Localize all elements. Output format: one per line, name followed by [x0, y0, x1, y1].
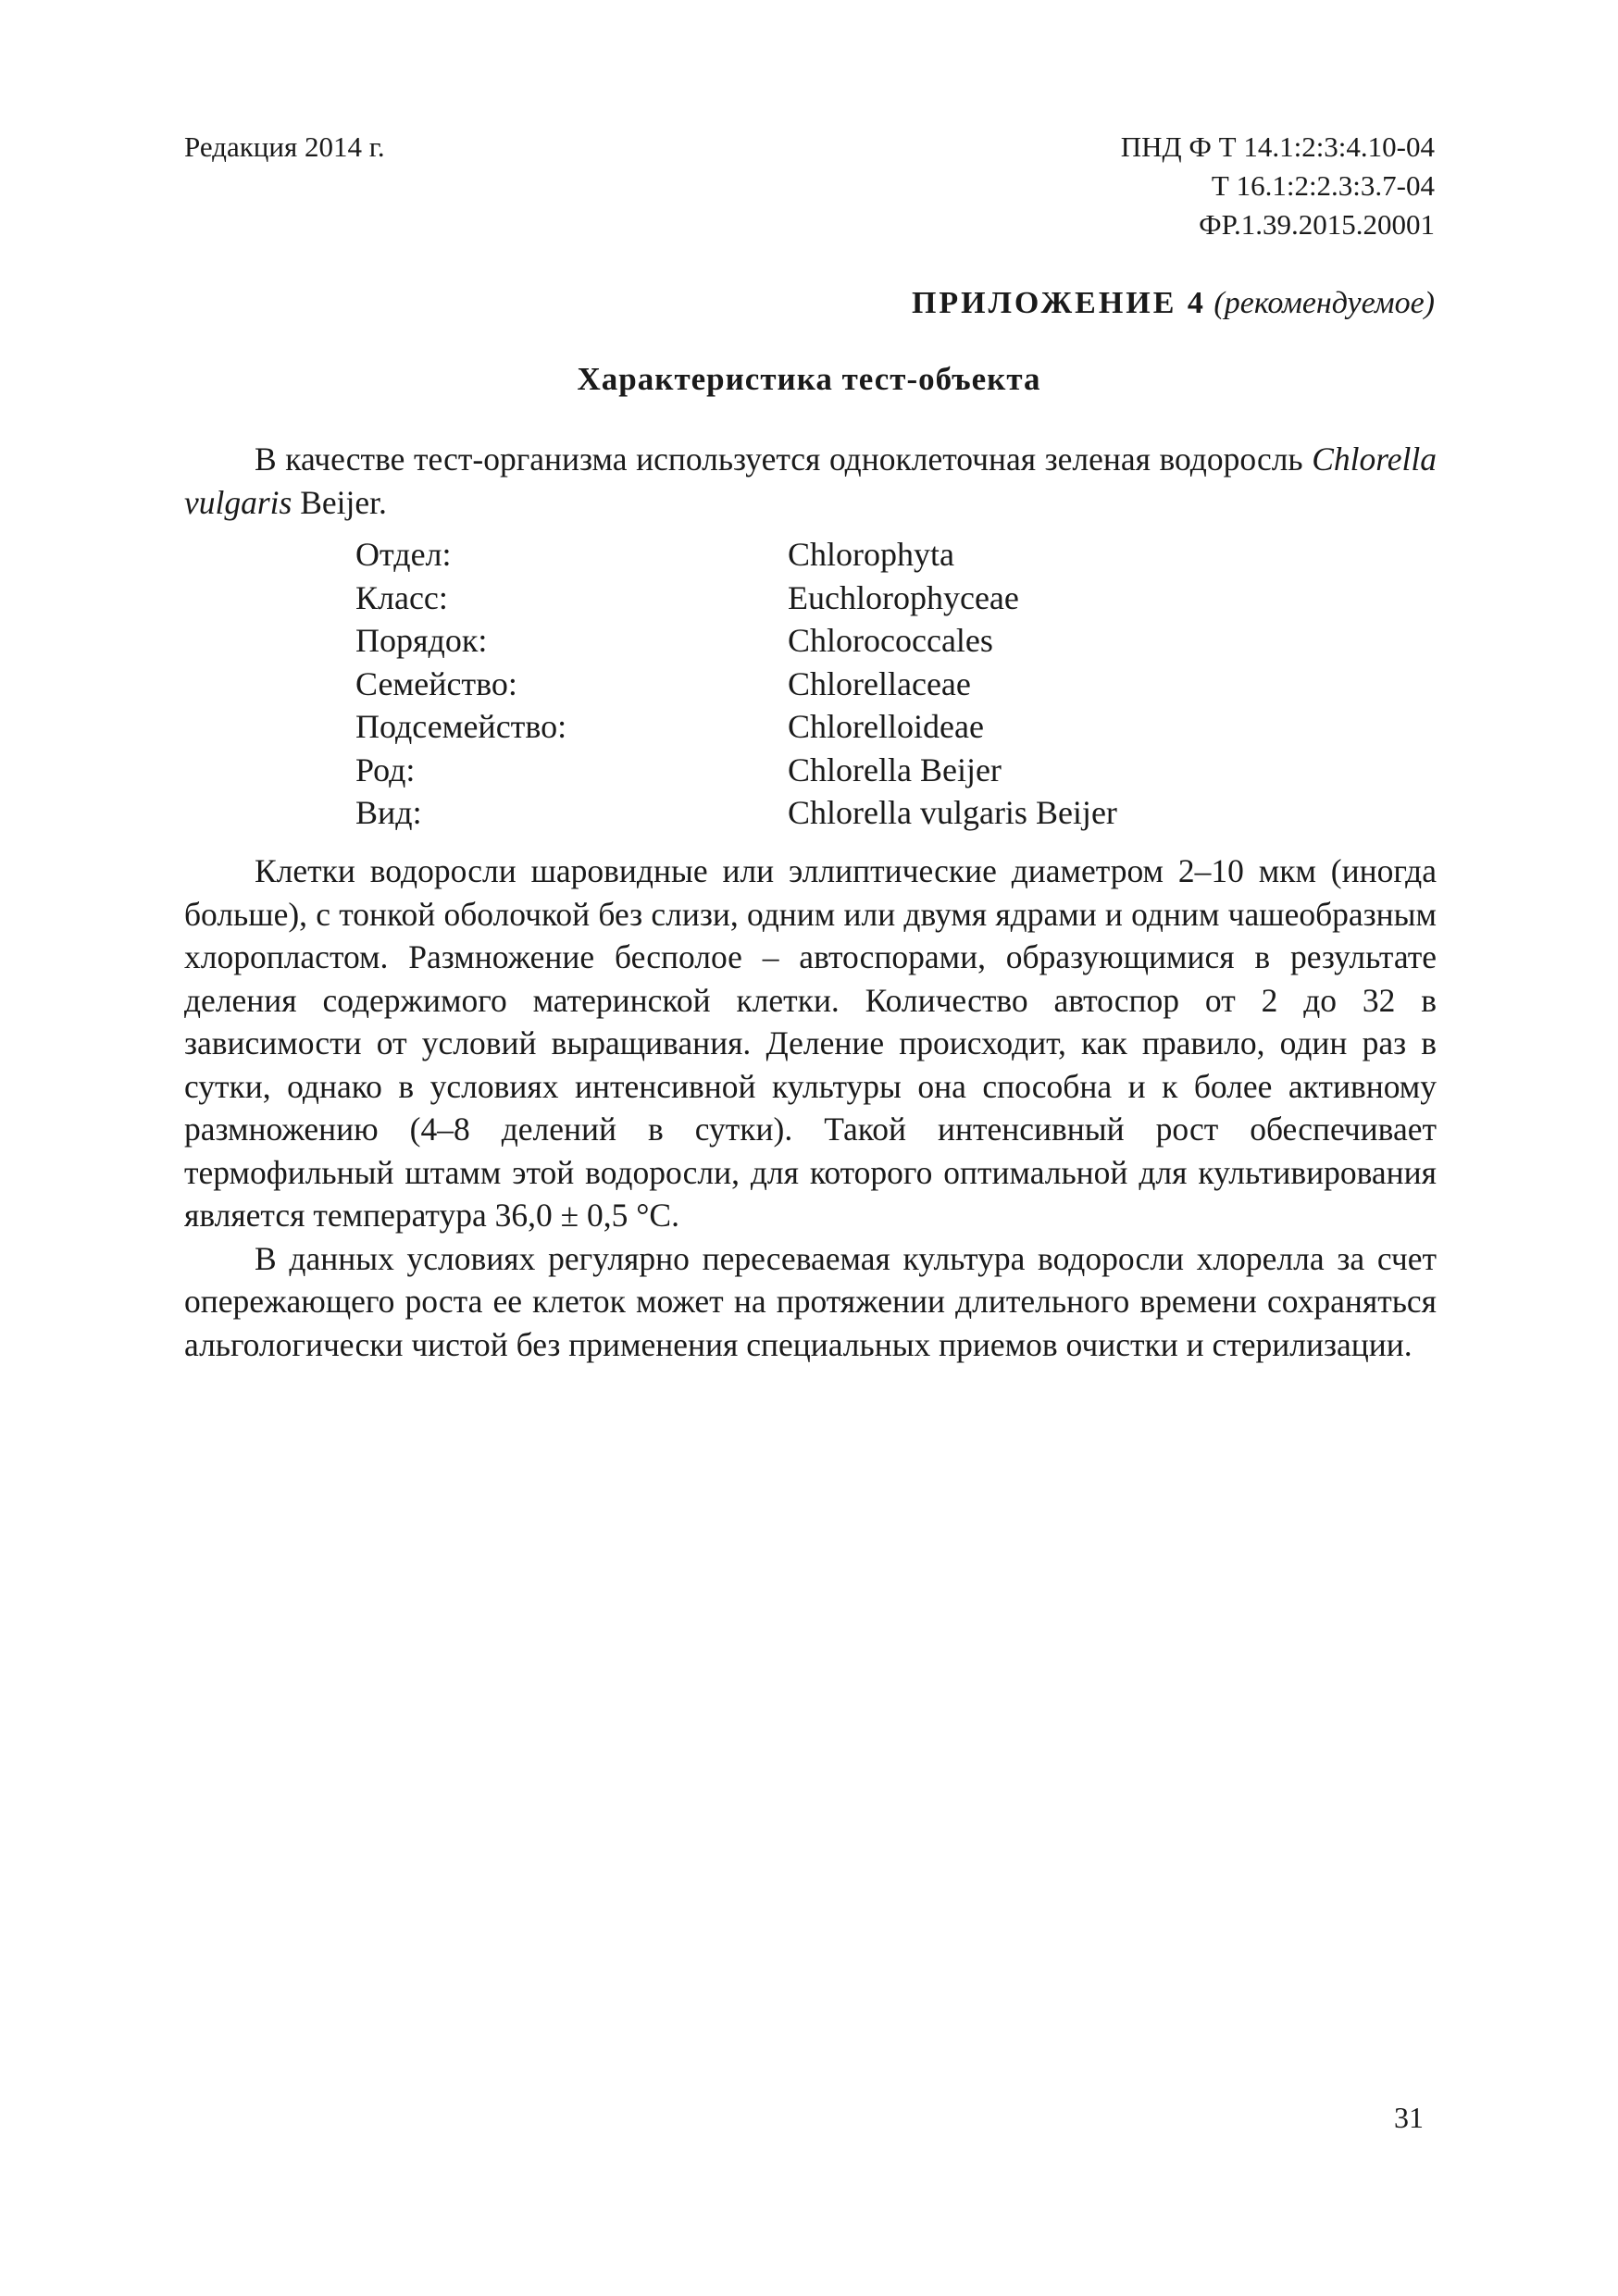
taxonomy-value: Chlorellaceae	[788, 664, 971, 702]
section-title: Характеристика тест-объекта	[577, 361, 1041, 397]
taxonomy-rank: Порядок:	[355, 622, 488, 659]
taxonomy-value: Chlorella Beijer	[788, 751, 1002, 788]
taxonomy-row	[355, 663, 1117, 706]
taxonomy-row	[355, 619, 1117, 663]
document-code: ПНД Ф Т 14.1:2:3:4.10-04	[1120, 130, 1435, 163]
page-number: 31	[1394, 2101, 1424, 2134]
appendix-heading	[912, 283, 1435, 324]
taxonomy-row	[355, 533, 1117, 577]
taxonomy-row	[355, 791, 1117, 835]
intro-author: Beijer.	[292, 483, 387, 521]
taxonomy-table	[355, 533, 1117, 835]
appendix-label: ПРИЛОЖЕНИЕ 4	[911, 286, 1206, 320]
species-name: Chlorella vulgaris	[184, 441, 1437, 521]
taxonomy-rank: Класс:	[355, 578, 448, 616]
description-paragraph: В данных условиях регулярно пересеваемая культура водоросли хлорелла за счет опережающего роста ее клеток может на протяжении длительного времени сохраняться альгологически чистой без применения специальных приемов очистки и стерилизации.	[184, 1239, 1437, 1363]
taxonomy-rank: Род:	[355, 751, 416, 788]
description-paragraph: Клетки водоросли шаровидные или эллиптические диаметром 2–10 мкм (иногда больше), с тонкой оболочкой без слизи, одним или двумя ядрами и одним чашеобразным хлоропластом. Размножение бесполое – автоспорами, образующимися в результате деления содержимого материнской клетки. Количество автоспор от 2 до 32 в зависимости от условий выращивания. Деление происходит, как правило, один раз в сутки, однако в условиях интенсивной культуры она способна и к более активному размножению (4–8 делений в сутки). Такой интенсивный рост обеспечивает термофильный штамм этой водоросли, для которого оптимальной для культивирования является температура 36,0 ± 0,5 °C.	[184, 852, 1437, 1234]
document-codes	[1121, 128, 1435, 244]
taxonomy-value: Euchlorophyceae	[788, 578, 1019, 616]
taxonomy-rank: Подсемейство:	[355, 708, 567, 745]
taxonomy-value: Chlorococcales	[788, 622, 993, 659]
description-text	[184, 850, 1437, 1366]
document-code: ФР.1.39.2015.20001	[1199, 208, 1435, 241]
taxonomy-value: Chlorelloideae	[788, 708, 984, 745]
taxonomy-value: Chlorella vulgaris Beijer	[788, 794, 1117, 831]
taxonomy-row	[355, 705, 1117, 749]
taxonomy-rank: Вид:	[355, 794, 422, 831]
appendix-note: (рекомендуемое)	[1214, 286, 1435, 320]
taxonomy-value: Chlorophyta	[788, 536, 954, 573]
taxonomy-row	[355, 749, 1117, 792]
document-code: Т 16.1:2:2.3:3.7-04	[1211, 169, 1435, 202]
taxonomy-rank: Отдел:	[355, 536, 452, 573]
intro-paragraph	[184, 438, 1437, 524]
intro-text: В качестве тест-организма используется одноклеточная зеленая водоросль	[255, 441, 1313, 478]
taxonomy-row	[355, 577, 1117, 620]
taxonomy-rank: Семейство:	[355, 664, 517, 702]
edition-label: Редакция 2014 г.	[184, 130, 385, 163]
